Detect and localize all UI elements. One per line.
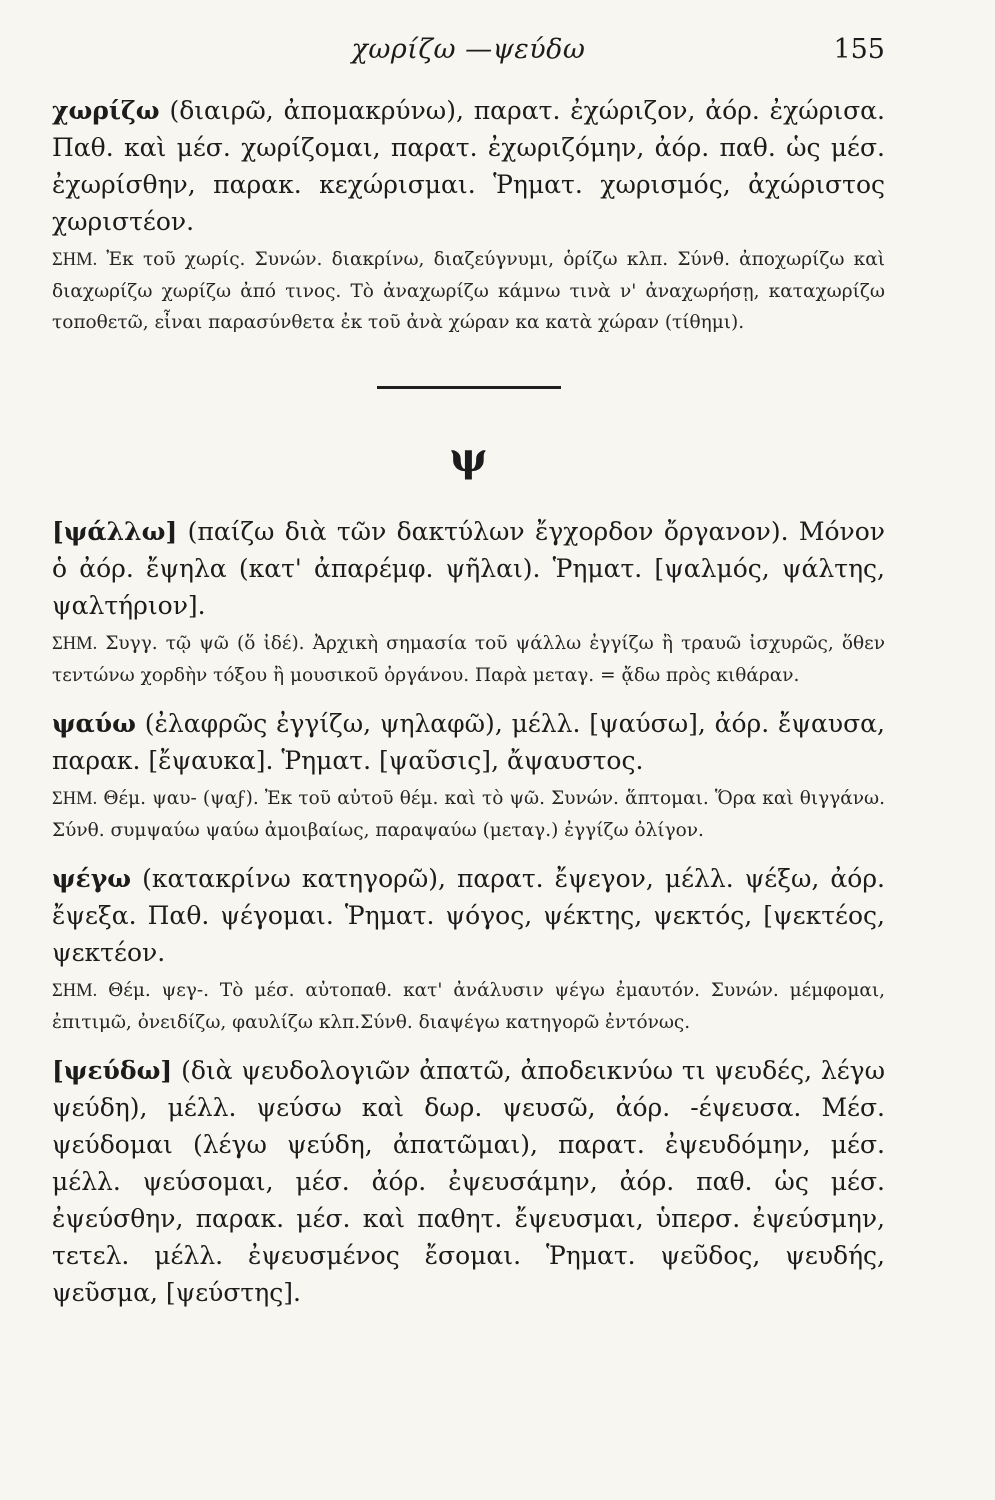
entry-note [52, 628, 885, 691]
entry-text: (διαιρῶ, ἀπομακρύνω), παρατ. ἐχώριζον, ἀόρ. ἐχώρισα. Παθ. καὶ μέσ. χωρίζομαι, παρατ. ἐχωριζόμην, ἀόρ. παθ. ὡς μέσ. ἐχωρίσθην, παρακ. κεχώρισμαι. Ῥηματ. χωρισμός, ἀχώριστος χωριστέον. [52, 96, 886, 236]
note-label: ΣΗΜ. [52, 981, 98, 1001]
note-text: Συγγ. τῷ ψῶ (ὅ ἰδέ). Ἀρχικὴ σημασία τοῦ ψάλλω ἐγγίζω ἢ τραυῶ ἰσχυρῶς, ὅθεν τεντώνω χορδὴν τόξου ἢ μουσικοῦ ὀργάνου. Παρὰ μεταγ. = ᾄδω πρὸς κιθάραν. [52, 633, 885, 686]
page-number: 155 [833, 34, 885, 65]
entry-text: (κατακρίνω κατηγορῶ), παρατ. ἔψεγον, μέλλ. ψέξω, ἀόρ. ἔψεξα. Παθ. ψέγομαι. Ῥηματ. ψόγος, ψέκτης, ψεκτός, [ψεκτέος, ψεκτέον. [52, 864, 885, 967]
entry-note [52, 244, 885, 338]
entry-lemma: [ψάλλω] [52, 517, 178, 546]
note-text: Θέμ. ψεγ-. Τὸ μέσ. αὐτοπαθ. κατ' ἀνάλυσιν ψέγω ἐμαυτόν. Συνών. μέμφομαι, ἐπιτιμῶ, ὀνειδίζω, φαυλίζω κλπ.Σύνθ. διαψέγω κατηγορῶ ἐντόνως. [52, 980, 886, 1033]
entry-pseudo [52, 1052, 885, 1311]
entry-lemma: ψέγω [52, 864, 132, 893]
note-text: Θέμ. ψαυ- (ψαϝ). Ἐκ τοῦ αὐτοῦ θέμ. καὶ τὸ ψῶ. Συνών. ἅπτομαι. Ὅρα καὶ θιγγάνω. Σύνθ. συμψαύω ψαύω ἀμοιβαίως, παραψαύω (μεταγ.) ἐγγίζω ὀλίγον. [52, 788, 885, 841]
running-head-title: χωρίζω —ψεύδω [351, 34, 586, 65]
note-label: ΣΗΜ. [52, 634, 98, 654]
entry-chorizo [52, 92, 885, 240]
entry-psego [52, 860, 885, 971]
entry-text: (διὰ ψευδολογιῶν ἀπατῶ, ἀποδεικνύω τι ψευδές, λέγω ψεύδη), μέλλ. ψεύσω καὶ δωρ. ψευσῶ, ἀόρ. -έψευσα. Μέσ. ψεύδομαι (λέγω ψεύδη, ἀπατῶμαι), παρατ. ἐψευδόμην, μέσ. μέλλ. ψεύσομαι, μέσ. ἀόρ. ἐψευσάμην, ἀόρ. παθ. ὡς μέσ. ἐψεύσθην, παρακ. μέσ. καὶ παθητ. ἔψευσμαι, ὑπερσ. ἐψεύσμην, τετελ. μέλλ. ἐψευσμένος ἔσομαι. Ῥηματ. ψεῦδος, ψευδής, ψεῦσμα, [ψεύστης]. [52, 1056, 885, 1307]
running-head [52, 34, 885, 74]
section-letter: ψ [449, 434, 488, 481]
entry-psallo [52, 513, 885, 624]
entry-lemma: ψαύω [52, 709, 136, 738]
note-label: ΣΗΜ. [52, 250, 98, 270]
entry-lemma: χωρίζω [52, 96, 160, 125]
entry-note [52, 975, 885, 1038]
entry-note [52, 783, 885, 846]
note-text: Ἐκ τοῦ χωρίς. Συνών. διακρίνω, διαζεύγνυμι, ὁρίζω κλπ. Σύνθ. ἀποχωρίζω καὶ διαχωρίζω χωρίζω ἀπό τινος. Τὸ ἀναχωρίζω κάμνω τινὰ ν' ἀναχωρήσῃ, καταχωρίζω τοποθετῶ, εἶναι παρασύνθετα ἐκ τοῦ ἀνὰ χώραν κα κατὰ χώραν (τίθημι). [52, 249, 885, 333]
entry-psauo [52, 705, 885, 779]
note-label: ΣΗΜ. [52, 789, 98, 809]
entry-text: (ἐλαφρῶς ἐγγίζω, ψηλαφῶ), μέλλ. [ψαύσω], ἀόρ. ἔψαυσα, παρακ. [ἔψαυκα]. Ῥηματ. [ψαῦσις], ἄψαυστος. [52, 709, 886, 775]
entry-text: (παίζω διὰ τῶν δακτύλων ἔγχορδον ὄργανον). Μόνον ὁ ἀόρ. ἔψηλα (κατ' ἀπαρέμφ. ψῆλαι). Ῥηματ. [ψαλμός, ψάλτης, ψαλτήριον]. [52, 517, 885, 620]
entry-lemma: [ψεύδω] [52, 1056, 173, 1085]
page-content [52, 92, 885, 1311]
section-divider [377, 386, 561, 389]
